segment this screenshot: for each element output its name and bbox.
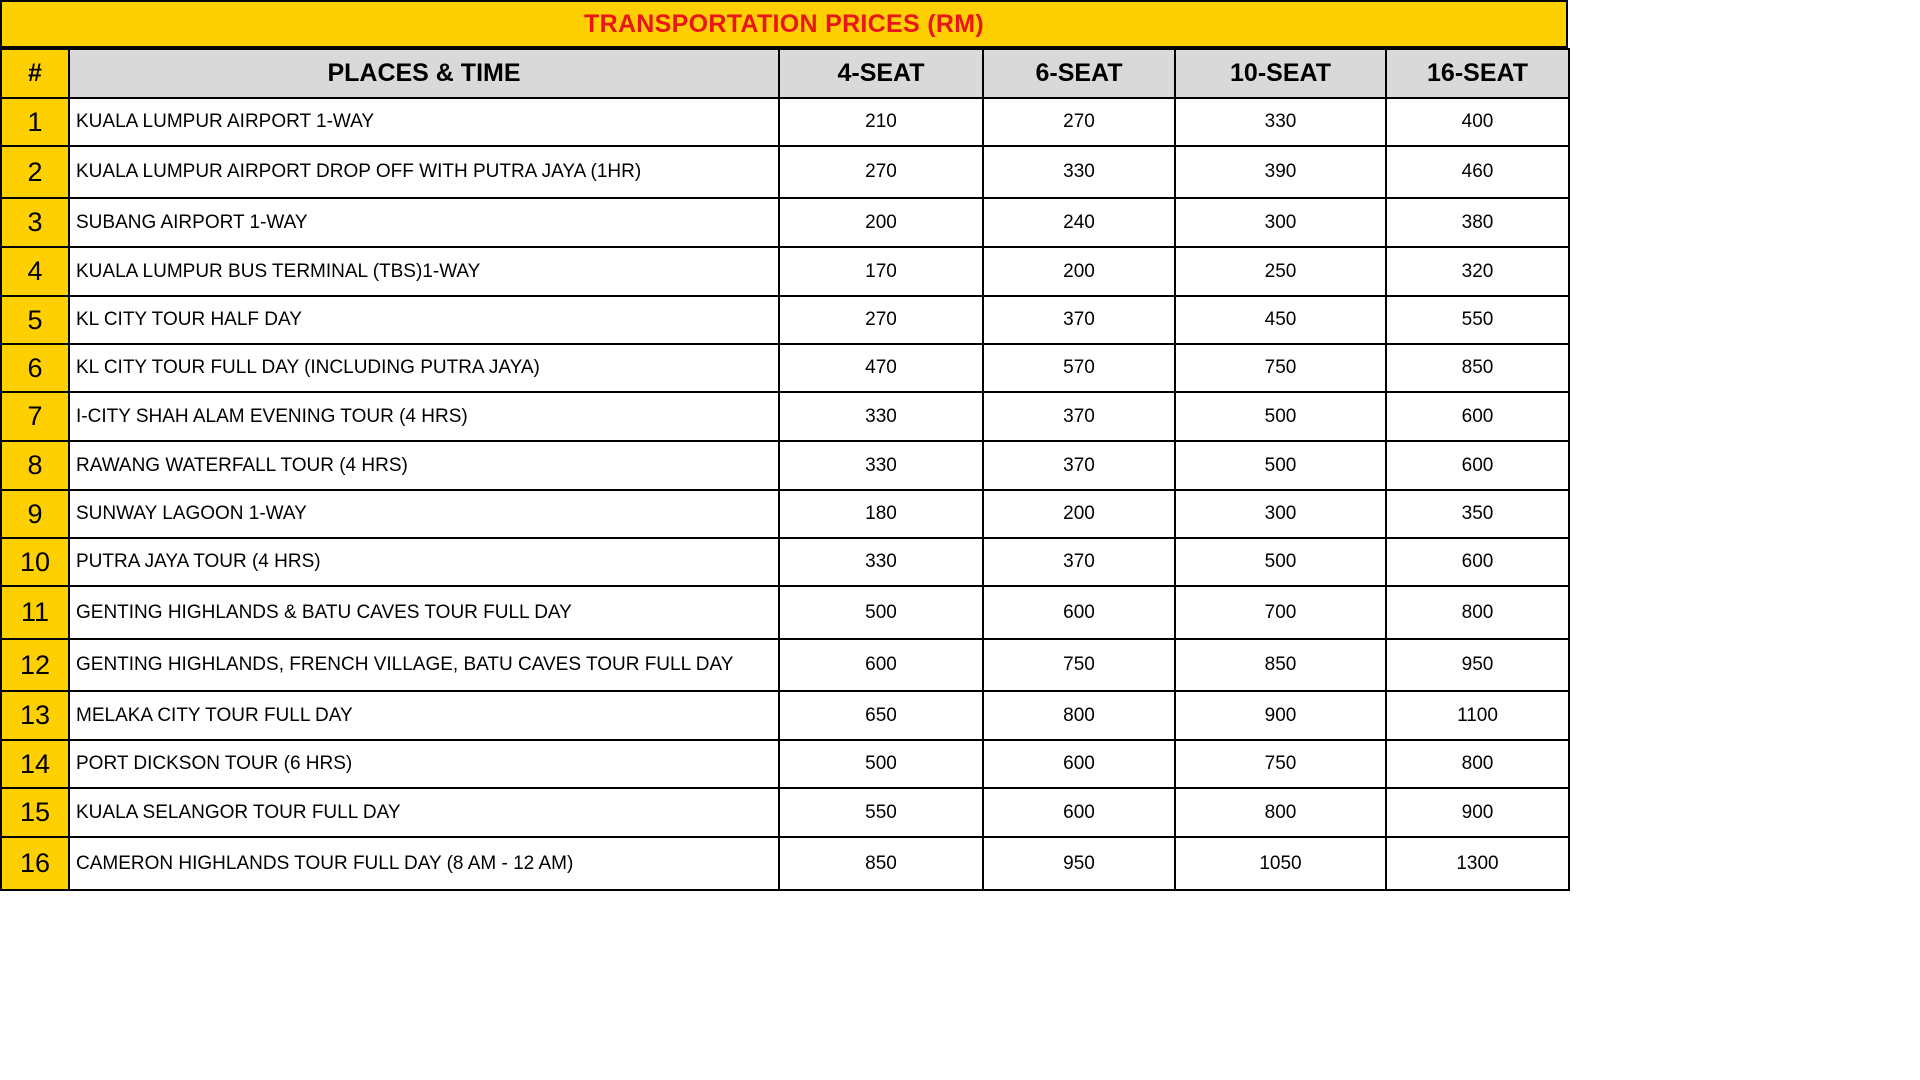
price-16-seat: 1300 bbox=[1386, 837, 1569, 890]
row-number: 1 bbox=[1, 98, 69, 146]
table-row bbox=[1, 490, 1569, 538]
table-row bbox=[1, 639, 1569, 691]
price-10-seat: 390 bbox=[1175, 146, 1386, 198]
column-header-16-seat: 16-SEAT bbox=[1386, 49, 1569, 98]
price-4-seat: 500 bbox=[779, 740, 983, 788]
price-16-seat: 320 bbox=[1386, 247, 1569, 296]
place-cell: I-CITY SHAH ALAM EVENING TOUR (4 HRS) bbox=[69, 392, 779, 441]
price-10-seat: 800 bbox=[1175, 788, 1386, 837]
row-number: 8 bbox=[1, 441, 69, 490]
column-header-6-seat: 6-SEAT bbox=[983, 49, 1175, 98]
table-row bbox=[1, 198, 1569, 247]
place-cell: KUALA LUMPUR BUS TERMINAL (TBS)1-WAY bbox=[69, 247, 779, 296]
price-16-seat: 850 bbox=[1386, 344, 1569, 392]
column-header-number: # bbox=[1, 49, 69, 98]
header-row bbox=[1, 49, 1569, 98]
price-16-seat: 600 bbox=[1386, 441, 1569, 490]
row-number: 7 bbox=[1, 392, 69, 441]
price-4-seat: 550 bbox=[779, 788, 983, 837]
price-4-seat: 650 bbox=[779, 691, 983, 740]
table-row bbox=[1, 247, 1569, 296]
price-6-seat: 600 bbox=[983, 740, 1175, 788]
table-row bbox=[1, 538, 1569, 586]
price-16-seat: 800 bbox=[1386, 586, 1569, 639]
price-16-seat: 350 bbox=[1386, 490, 1569, 538]
price-4-seat: 270 bbox=[779, 296, 983, 344]
price-16-seat: 380 bbox=[1386, 198, 1569, 247]
price-table bbox=[0, 48, 1570, 891]
place-cell: PUTRA JAYA TOUR (4 HRS) bbox=[69, 538, 779, 586]
price-6-seat: 600 bbox=[983, 788, 1175, 837]
table-row bbox=[1, 441, 1569, 490]
price-10-seat: 330 bbox=[1175, 98, 1386, 146]
price-4-seat: 270 bbox=[779, 146, 983, 198]
table-row bbox=[1, 344, 1569, 392]
price-16-seat: 900 bbox=[1386, 788, 1569, 837]
price-16-seat: 460 bbox=[1386, 146, 1569, 198]
place-cell: KL CITY TOUR FULL DAY (INCLUDING PUTRA JAYA) bbox=[69, 344, 779, 392]
price-10-seat: 250 bbox=[1175, 247, 1386, 296]
price-10-seat: 300 bbox=[1175, 198, 1386, 247]
sheet-title: TRANSPORTATION PRICES (RM) bbox=[0, 0, 1568, 48]
price-4-seat: 170 bbox=[779, 247, 983, 296]
price-4-seat: 500 bbox=[779, 586, 983, 639]
row-number: 5 bbox=[1, 296, 69, 344]
price-6-seat: 600 bbox=[983, 586, 1175, 639]
price-4-seat: 330 bbox=[779, 441, 983, 490]
table-row bbox=[1, 146, 1569, 198]
price-6-seat: 200 bbox=[983, 490, 1175, 538]
price-10-seat: 500 bbox=[1175, 538, 1386, 586]
column-header-10-seat: 10-SEAT bbox=[1175, 49, 1386, 98]
price-6-seat: 200 bbox=[983, 247, 1175, 296]
price-10-seat: 1050 bbox=[1175, 837, 1386, 890]
table-row bbox=[1, 691, 1569, 740]
price-16-seat: 550 bbox=[1386, 296, 1569, 344]
price-6-seat: 800 bbox=[983, 691, 1175, 740]
price-10-seat: 500 bbox=[1175, 392, 1386, 441]
row-number: 16 bbox=[1, 837, 69, 890]
row-number: 13 bbox=[1, 691, 69, 740]
row-number: 12 bbox=[1, 639, 69, 691]
price-6-seat: 270 bbox=[983, 98, 1175, 146]
row-number: 10 bbox=[1, 538, 69, 586]
price-16-seat: 950 bbox=[1386, 639, 1569, 691]
place-cell: GENTING HIGHLANDS, FRENCH VILLAGE, BATU CAVES TOUR FULL DAY bbox=[69, 639, 779, 691]
price-4-seat: 200 bbox=[779, 198, 983, 247]
price-4-seat: 600 bbox=[779, 639, 983, 691]
price-10-seat: 500 bbox=[1175, 441, 1386, 490]
price-6-seat: 370 bbox=[983, 392, 1175, 441]
price-6-seat: 370 bbox=[983, 441, 1175, 490]
row-number: 11 bbox=[1, 586, 69, 639]
place-cell: SUNWAY LAGOON 1-WAY bbox=[69, 490, 779, 538]
column-header-places: PLACES & TIME bbox=[69, 49, 779, 98]
price-6-seat: 750 bbox=[983, 639, 1175, 691]
price-4-seat: 180 bbox=[779, 490, 983, 538]
price-10-seat: 300 bbox=[1175, 490, 1386, 538]
row-number: 3 bbox=[1, 198, 69, 247]
price-10-seat: 900 bbox=[1175, 691, 1386, 740]
price-6-seat: 330 bbox=[983, 146, 1175, 198]
price-4-seat: 330 bbox=[779, 538, 983, 586]
price-6-seat: 370 bbox=[983, 296, 1175, 344]
price-16-seat: 1100 bbox=[1386, 691, 1569, 740]
price-6-seat: 950 bbox=[983, 837, 1175, 890]
price-table-body bbox=[1, 98, 1569, 890]
price-4-seat: 210 bbox=[779, 98, 983, 146]
price-6-seat: 370 bbox=[983, 538, 1175, 586]
place-cell: PORT DICKSON TOUR (6 HRS) bbox=[69, 740, 779, 788]
row-number: 2 bbox=[1, 146, 69, 198]
price-4-seat: 850 bbox=[779, 837, 983, 890]
price-16-seat: 600 bbox=[1386, 538, 1569, 586]
table-row bbox=[1, 98, 1569, 146]
place-cell: KUALA LUMPUR AIRPORT DROP OFF WITH PUTRA JAYA (1HR) bbox=[69, 146, 779, 198]
row-number: 6 bbox=[1, 344, 69, 392]
row-number: 14 bbox=[1, 740, 69, 788]
price-4-seat: 470 bbox=[779, 344, 983, 392]
price-10-seat: 850 bbox=[1175, 639, 1386, 691]
table-row bbox=[1, 740, 1569, 788]
table-row bbox=[1, 837, 1569, 890]
price-10-seat: 750 bbox=[1175, 344, 1386, 392]
price-10-seat: 750 bbox=[1175, 740, 1386, 788]
place-cell: RAWANG WATERFALL TOUR (4 HRS) bbox=[69, 441, 779, 490]
table-row bbox=[1, 586, 1569, 639]
table-row bbox=[1, 296, 1569, 344]
price-6-seat: 570 bbox=[983, 344, 1175, 392]
column-header-4-seat: 4-SEAT bbox=[779, 49, 983, 98]
price-16-seat: 800 bbox=[1386, 740, 1569, 788]
price-10-seat: 700 bbox=[1175, 586, 1386, 639]
place-cell: KL CITY TOUR HALF DAY bbox=[69, 296, 779, 344]
table-row bbox=[1, 788, 1569, 837]
place-cell: KUALA LUMPUR AIRPORT 1-WAY bbox=[69, 98, 779, 146]
row-number: 4 bbox=[1, 247, 69, 296]
row-number: 15 bbox=[1, 788, 69, 837]
table-row bbox=[1, 392, 1569, 441]
place-cell: CAMERON HIGHLANDS TOUR FULL DAY (8 AM - 12 AM) bbox=[69, 837, 779, 890]
place-cell: KUALA SELANGOR TOUR FULL DAY bbox=[69, 788, 779, 837]
row-number: 9 bbox=[1, 490, 69, 538]
price-16-seat: 400 bbox=[1386, 98, 1569, 146]
price-16-seat: 600 bbox=[1386, 392, 1569, 441]
price-10-seat: 450 bbox=[1175, 296, 1386, 344]
place-cell: SUBANG AIRPORT 1-WAY bbox=[69, 198, 779, 247]
place-cell: MELAKA CITY TOUR FULL DAY bbox=[69, 691, 779, 740]
place-cell: GENTING HIGHLANDS & BATU CAVES TOUR FULL DAY bbox=[69, 586, 779, 639]
price-6-seat: 240 bbox=[983, 198, 1175, 247]
price-4-seat: 330 bbox=[779, 392, 983, 441]
